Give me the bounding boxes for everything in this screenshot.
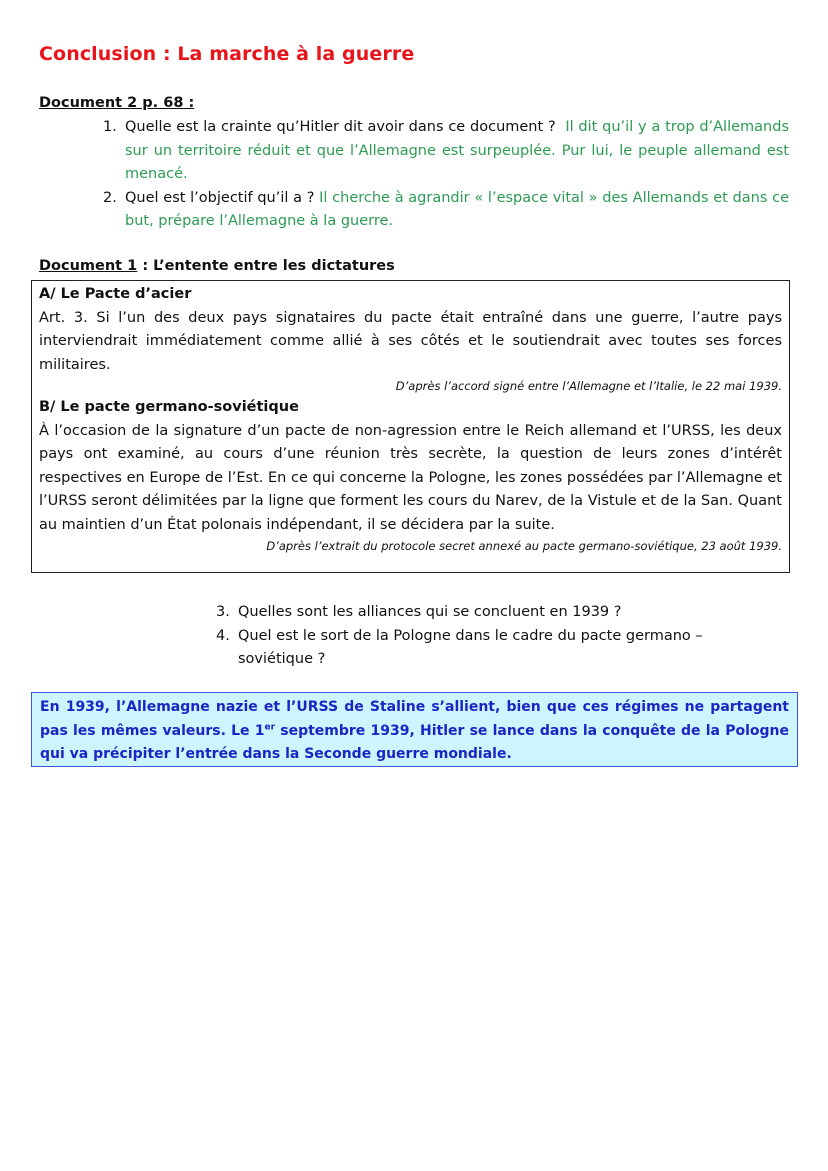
- section-b-title: B/ Le pacte germano-soviétique: [39, 399, 299, 415]
- document2-heading: [39, 95, 194, 111]
- question-text: Quelle est la crainte qu’Hitler dit avoir dans ce document ?: [125, 119, 556, 135]
- summary-superscript: er: [264, 721, 276, 732]
- page-title: Conclusion : La marche à la guerre: [39, 43, 415, 65]
- section-a-title: A/ Le Pacte d’acier: [39, 286, 192, 302]
- question-body: [125, 187, 789, 234]
- question-number: 1.: [103, 119, 117, 135]
- summary-box: [31, 692, 798, 767]
- document1-box: [31, 280, 790, 573]
- question-item-2: [103, 187, 789, 234]
- question-number: 2.: [103, 189, 117, 206]
- document1-heading: [39, 258, 395, 274]
- question-number: 3.: [216, 604, 230, 620]
- answer-text: Il dit qu’il y a trop d’Allemands sur un territoire réduit et que l’Allemagne est surpeuplée. Pur lui, le peuple allemand est menacé.: [125, 119, 789, 182]
- question-item-1: [103, 116, 789, 187]
- summary-text-part1: En 1939, l’Allemagne nazie et l’URSS de Staline s’allient, bien que ces régimes ne partagent pas les mêmes valeurs. Le 1: [40, 699, 789, 739]
- question-body: [125, 116, 789, 187]
- section-b-text: À l’occasion de la signature d’un pacte de non-agression entre le Reich allemand et l’URSS, les deux pays ont examiné, au cours d’une réunion très secrète, la question de leurs zones d’intérêt respectives en Europe de l’Est. En ce qui concerne la Pologne, les zones possédées par l’Allemagne et l’URSS seront délimitées par la ligne que forment les cours du Narev, de la Vistule et de la San. Quant au maintien d’un État polonais indépendant, il se décidera par la suite.: [39, 422, 782, 533]
- document1-question-list: [216, 601, 736, 672]
- section-a-source: D’après l’accord signé entre l’Allemagne et l’Italie, le 22 mai 1939.: [395, 379, 782, 393]
- question-text: Quel est le sort de la Pologne dans le cadre du pacte germano – soviétique ?: [238, 627, 703, 667]
- section-b-source: D’après l’extrait du protocole secret annexé au pacte germano-soviétique, 23 août 1939.: [266, 539, 782, 553]
- question-number: 4.: [216, 627, 230, 644]
- document2-heading-label: Document 2 p. 68 :: [39, 95, 195, 111]
- question-item-4: [216, 625, 736, 672]
- summary-text-part2: septembre 1939, Hitler se lance dans la conquête de la Pologne qui va précipiter l’entrée dans la Seconde guerre mondiale.: [40, 722, 789, 762]
- document1-heading-label: Document 1: [39, 258, 138, 274]
- answer-text: Il cherche à agrandir « l’espace vital » des Allemands et dans ce but, prépare l’Allemagne à la guerre.: [125, 189, 790, 229]
- question-text: Quel est l’objectif qu’il a ?: [125, 189, 315, 206]
- section-a-text: Art. 3. Si l’un des deux pays signataires du pacte était entraîné dans une guerre, l’autre pays interviendrait immédiatement comme allié à ses côtés et le soutiendrait avec toutes ses forces militaires.: [39, 309, 782, 373]
- document2-question-list: [103, 116, 789, 234]
- question-item-3: [216, 601, 736, 625]
- question-text: Quelles sont les alliances qui se concluent en 1939 ?: [238, 604, 622, 620]
- document1-heading-title: : L’entente entre les dictatures: [137, 258, 395, 274]
